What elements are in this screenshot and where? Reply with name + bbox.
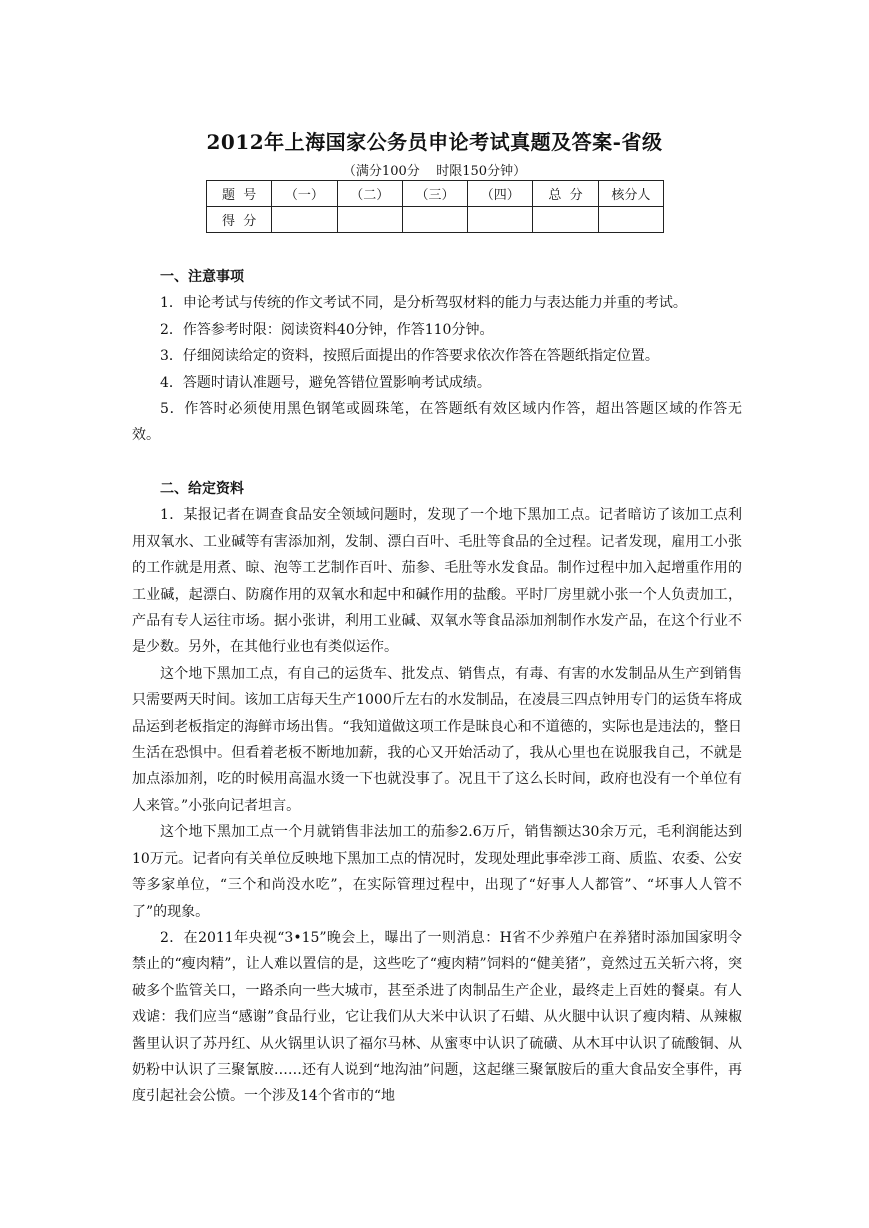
notes-section [132,264,742,449]
materials-paragraph: 这个地下黑加工点一个月就销售非法加工的茄参2.6万斤，销售额达30余万元，毛利润能达到10万元。记者向有关单位反映地下黑加工点的情况时，发现处理此事牵涉工商、质监、农委、公安等多家单位，“三个和尚没水吃”，在实际管理过程中，出现了“好事人人都管”、“坏事人人管不了”的现象。 [132,824,742,920]
document-title: 2012年上海国家公务员申论考试真题及答案-省级 [206,130,663,154]
score-table-empty-cell [402,207,467,233]
notes-item: 1．申论考试与传统的作文考试不同，是分析驾驭材料的能力与表达能力并重的考试。 [160,295,687,312]
score-table-header-cell: （二） [337,181,402,207]
score-table-header-cell: 核分人 [598,181,663,207]
materials-section [132,476,742,1110]
score-table-empty-cell [337,207,402,233]
notes-heading: 一、注意事项 [160,269,244,285]
materials-paragraph: 这个地下黑加工点，有自己的运货车、批发点、销售点，有毒、有害的水发制品从生产到销售只需要两天时间。该加工店每天生产1000斤左右的水发制品，在凌晨三四点钟用专门的运货车将成品运到老板指定的海鲜市场出售。“我知道做这项工作是昧良心和不道德的，实际也是违法的，整日生活在恐惧中。但看着老板不断地加薪，我的心又开始活动了，我从心里也在说服我自己，不就是加点添加剂，吃的时候用高温水烫一下也就没事了。况且干了这么长时间，政府也没有一个单位有人来管。”小张向记者坦言。 [132,665,742,814]
score-table-score-row [207,207,664,233]
notes-item: 3．仔细阅读给定的资料，按照后面提出的作答要求依次作答在答题纸指定位置。 [160,348,659,365]
score-table-header-cell: 总 分 [533,181,598,207]
materials-paragraph: 2．在2011年央视“3•15”晚会上，曝出了一则消息：H省不少养殖户在养猪时添加国家明令禁止的“瘦肉精”，让人难以置信的是，这些吃了“瘦肉精”饲料的“健美猪”，竟然过五关斩六将，突破多个监管关口，一路杀向一些大城市，甚至杀进了肉制品生产企业，最终走上百姓的餐桌。有人戏谑：我们应当“感谢”食品行业，它让我们从大米中认识了石蜡、从火腿中认识了瘦肉精、从辣椒酱里认识了苏丹红、从火锅里认识了福尔马林、从蜜枣中认识了硫磺、从木耳中认识了硫酸铜、从奶粉中认识了三聚氰胺……还有人说到“地沟油”问题，这起继三聚氰胺后的重大食品安全事件，再度引起社会公愤。一个涉及14个省市的“地 [132,929,742,1105]
score-table-empty-cell [598,207,663,233]
score-table-header-cell: （一） [272,181,337,207]
notes-item: 5．作答时必须使用黑色钢笔或圆珠笔，在答题纸有效区域内作答，超出答题区域的作答无效。 [132,401,742,444]
score-table-header-cell: （四） [468,181,533,207]
materials-heading: 二、给定资料 [160,481,244,497]
score-table-header-cell: （三） [402,181,467,207]
notes-item: 4．答题时请认准题号，避免答错位置影响考试成绩。 [160,374,491,391]
score-table [206,180,664,233]
notes-item: 2．作答参考时限：阅读资料40分钟，作答110分钟。 [160,321,494,338]
score-table-header-row [207,181,664,207]
score-table-empty-cell [272,207,337,233]
score-table-empty-cell [468,207,533,233]
score-table-row-label: 得 分 [207,207,272,233]
document-subtitle: （满分100分 时限150分钟） [342,164,527,179]
score-table-empty-cell [533,207,598,233]
materials-paragraph: 1．某报记者在调查食品安全领域问题时，发现了一个地下黑加工点。记者暗访了该加工点利用双氧水、工业碱等有害添加剂，发制、漂白百叶、毛肚等食品的全过程。记者发现，雇用工小张的工作就是用煮、晾、泡等工艺制作百叶、茄参、毛肚等水发食品。制作过程中加入起增重作用的工业碱，起漂白、防腐作用的双氧水和起中和碱作用的盐酸。平时厂房里就小张一个人负责加工，产品有专人运往市场。据小张讲，利用工业碱、双氧水等食品添加剂制作水发产品，在这个行业不是少数。另外，在其他行业也有类似运作。 [132,507,742,656]
score-table-header-cell: 题 号 [207,181,272,207]
